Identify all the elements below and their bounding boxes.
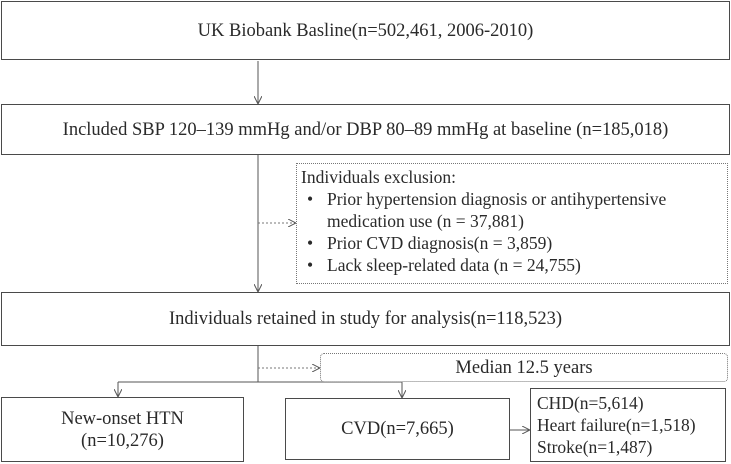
- cvd-sub-item: Heart failure(n=1,518): [537, 415, 696, 435]
- exclusion-item: • Lack sleep-related data (n = 24,755): [301, 254, 721, 276]
- cvd-sub-box: [530, 388, 726, 462]
- top-box: [1, 1, 730, 60]
- cvd-sub-item: CHD(n=5,614): [537, 393, 644, 413]
- exclusion-title: Individuals exclusion:: [301, 167, 457, 187]
- exclusion-box: [296, 163, 728, 284]
- exclusion-list: [301, 188, 721, 276]
- cvd-box-text: CVD(n=7,665): [341, 419, 454, 439]
- cvd-sub-item: Stroke(n=1,487): [537, 437, 653, 457]
- included-box: [1, 104, 730, 155]
- included-box-text: Included SBP 120–139 mmHg and/or DBP 80–89 mmHg at baseline (n=185,018): [62, 119, 669, 140]
- exclusion-item: • Prior CVD diagnosis(n = 3,859): [301, 232, 721, 254]
- median-box-text: Median 12.5 years: [455, 357, 593, 378]
- exclusion-item: • Prior hypertension diagnosis or antihypertensive medication use (n = 37,881): [301, 188, 721, 232]
- htn-box-line1: New-onset HTN: [61, 408, 184, 429]
- top-box-text: UK Biobank Basline(n=502,461, 2006-2010): [197, 20, 534, 41]
- median-box: [320, 353, 728, 382]
- cvd-box: [285, 398, 510, 460]
- retained-box-text: Individuals retained in study for analysis(n=118,523): [168, 309, 563, 329]
- retained-box: [1, 292, 730, 346]
- htn-box: [1, 397, 244, 462]
- htn-box-line2: (n=10,276): [81, 430, 164, 451]
